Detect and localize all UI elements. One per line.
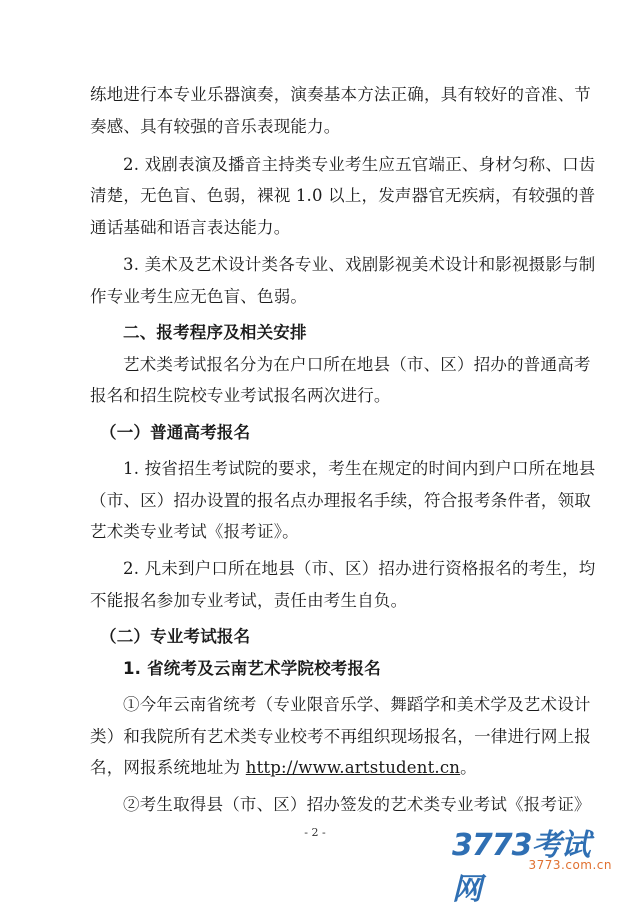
website-link[interactable]: http://www.artstudent.cn (245, 758, 461, 777)
text-line: 艺术类专业考试《报考证》。 (90, 522, 299, 541)
watermark-logo-text: 3773考试网 (452, 828, 590, 907)
text-line: 报名和招生院校专业考试报名两次进行。 (90, 386, 391, 405)
text-line: 2. 凡未到户口所在地县（市、区）招办进行资格报名的考生，均 (123, 559, 596, 578)
text-line: 不能报名参加专业考试，责任由考生自负。 (90, 591, 408, 610)
item-heading: 1. 省统考及云南艺术学院校考报名 (123, 659, 381, 678)
subsection-heading: （二）专业考试报名 (100, 627, 251, 646)
page-number: - 2 - (304, 826, 326, 839)
section-heading: 二、报考程序及相关安排 (123, 323, 307, 342)
text-line (90, 757, 560, 779)
text-line: ①今年云南省统考（专业限音乐学、舞蹈学和美术学及艺术设计 (123, 695, 591, 714)
text-line: 清楚，无色盲、色弱，裸视 1.0 以上，发声器官无疾病，有较强的普 (90, 186, 596, 205)
text-line: 2. 戏剧表演及播音主持类专业考生应五官端正、身材匀称、口齿 (123, 155, 596, 174)
text-line: 3. 美术及艺术设计类各专业、戏剧影视美术设计和影视摄影与制 (123, 255, 596, 274)
text-line: 通话基础和语言表达能力。 (90, 218, 291, 237)
text-line: 类）和我院所有艺术类专业校考不再组织现场报名，一律进行网上报 (90, 727, 591, 746)
text-line: 作专业考生应无色盲、色弱。 (90, 287, 308, 306)
subsection-heading: （一）普通高考报名 (100, 423, 251, 442)
text-line: 1. 按省招生考试院的要求，考生在规定的时间内到户口所在地县 (123, 459, 596, 478)
text-line: 奏感、具有较强的音乐表现能力。 (90, 117, 341, 136)
watermark-url: 3773.com.cn (528, 858, 612, 872)
text-line: 艺术类考试报名分为在户口所在地县（市、区）招办的普通高考 (123, 355, 591, 374)
text-line: （市、区）招办设置的报名点办理报名手续，符合报考条件者，领取 (90, 491, 591, 510)
text-line: 练地进行本专业乐器演奏，演奏基本方法正确，具有较好的音准、节 (90, 85, 591, 104)
site-watermark (452, 820, 612, 907)
text-segment: 名，网报系统地址为 (90, 758, 246, 777)
text-segment: 。 (460, 758, 477, 777)
text-line: ②考生取得县（市、区）招办签发的艺术类专业考试《报考证》 (123, 795, 591, 814)
